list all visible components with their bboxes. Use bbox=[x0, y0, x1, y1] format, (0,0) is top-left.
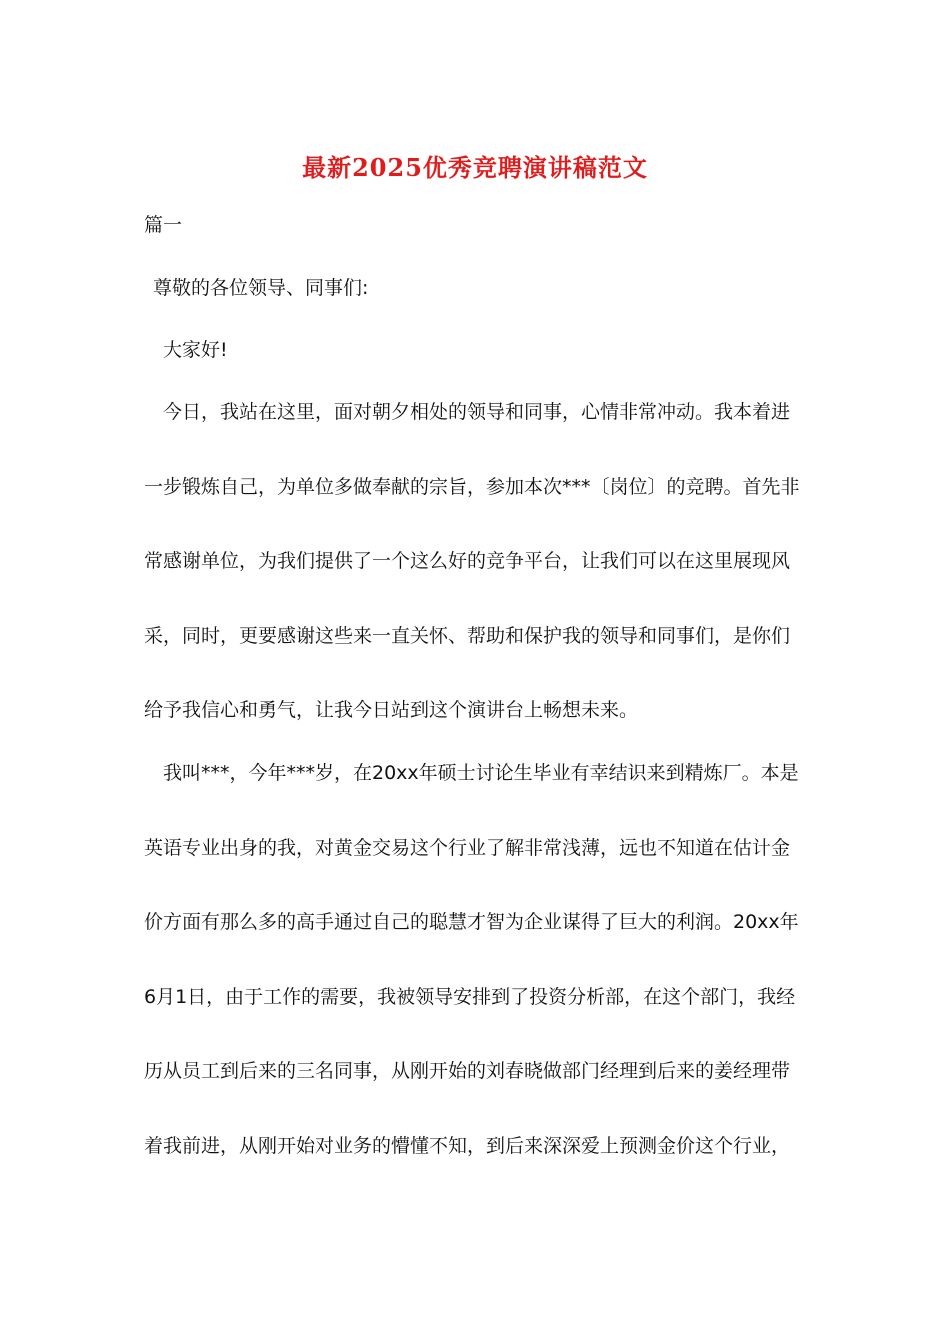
paragraph-line: 着我前进，从刚开始对业务的懵懂不知，到后来深深爱上预测金价这个行业， bbox=[144, 1135, 791, 1157]
paragraph-line: 历从员工到后来的三名同事，从刚开始的刘春晓做部门经理到后来的姜经理带 bbox=[144, 1060, 791, 1082]
paragraph-line: 采，同时，更要感谢这些来一直关怀、帮助和保护我的领导和同事们，是你们 bbox=[144, 625, 791, 647]
document-title: 最新2025优秀竞聘演讲稿范文 bbox=[302, 153, 648, 182]
paragraph-line: 英语专业出身的我，对黄金交易这个行业了解非常浅薄，远也不知道在估计金 bbox=[144, 837, 791, 859]
paragraph-line: 常感谢单位，为我们提供了一个这么好的竞争平台，让我们可以在这里展现风 bbox=[144, 550, 791, 572]
paragraph-line: 6月1日，由于工作的需要，我被领导安排到了投资分析部，在这个部门，我经 bbox=[144, 986, 796, 1008]
paragraph-line: 一步锻炼自己，为单位多做奉献的宗旨，参加本次***〔岗位〕的竞聘。首先非 bbox=[144, 476, 800, 498]
section-label: 篇一 bbox=[144, 214, 183, 236]
greeting: 大家好! bbox=[163, 339, 228, 361]
paragraph-line: 今日，我站在这里，面对朝夕相处的领导和同事，心情非常冲动。我本着进 bbox=[163, 401, 791, 423]
paragraph-line: 价方面有那么多的高手通过自己的聪慧才智为企业谋得了巨大的利润。20xx年 bbox=[144, 911, 799, 933]
paragraph-line: 给予我信心和勇气，让我今日站到这个演讲台上畅想未来。 bbox=[144, 699, 639, 721]
paragraph-line: 我叫***，今年***岁，在20xx年硕士讨论生毕业有幸结识来到精炼厂。本是 bbox=[163, 762, 799, 784]
salutation: 尊敬的各位领导、同事们: bbox=[153, 277, 369, 299]
